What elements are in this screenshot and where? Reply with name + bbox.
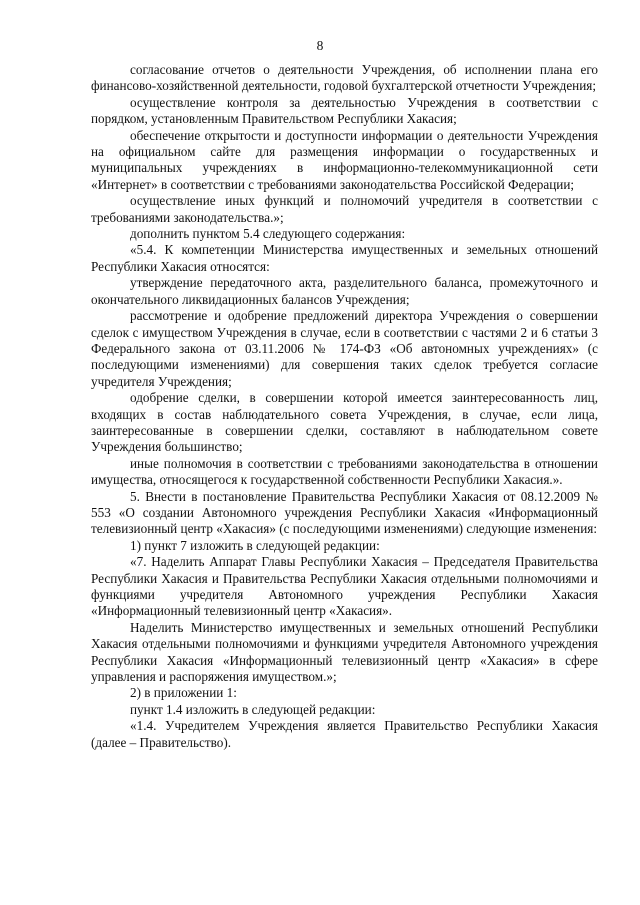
- paragraph-5: дополнить пунктом 5.4 следующего содержания:: [130, 226, 406, 242]
- paragraph-3: обеспечение открытости и доступности информации о деятельности Учреждения на официальном сайте для размещения информации о государственных и муниципальных учреждениях в информационно-телекоммуникационной сети «Интернет» в соответствии с требованиями законодательства Российской Федерации;: [91, 127, 598, 192]
- paragraph-15: 2) в приложении 1:: [130, 685, 237, 701]
- paragraph-7: утверждение передаточного акта, разделительного баланса, промежуточного и окончательного ликвидационных балансов Учреждения;: [91, 275, 598, 307]
- document-body: [91, 62, 598, 751]
- paragraph-1: согласование отчетов о деятельности Учреждения, об исполнении плана его финансово-хозяйственной деятельности, годовой бухгалтерской отчетности Учреждения;: [91, 62, 598, 94]
- paragraph-14: Наделить Министерство имущественных и земельных отношений Республики Хакасия отдельными полномочиями и функциями учредителя Автономного учреждения Республики Хакасия «Информационный телевизионный центр «Хакасия» в сфере управления и распоряжения имуществом.»;: [91, 619, 598, 685]
- paragraph-9: одобрение сделки, в совершении которой имеется заинтересованность лиц, входящих в состав наблюдательного совета Учреждения, в случае, если лица, заинтересованные в совершении сделки, составляют в наблюдательном совете Учреждения большинство;: [91, 390, 598, 455]
- paragraph-2: осуществление контроля за деятельностью Учреждения в соответствии с порядком, установленным Правительством Республики Хакасия;: [91, 94, 598, 127]
- paragraph-10: иные полномочия в соответствии с требованиями законодательства в отношении имущества, относящегося к государственной собственности Республики Хакасия.».: [91, 455, 598, 488]
- paragraph-11: 5. Внести в постановление Правительства Республики Хакасия от 08.12.2009 № 553 «О создании Автономного учреждения Республики Хакасия «Информационный телевизионный центр «Хакасия» (с последующими изменениями) следующие изменения:: [91, 488, 598, 537]
- paragraph-4: осуществление иных функций и полномочий учредителя в соответствии с требованиями законодательства.»;: [91, 193, 598, 225]
- page-number: 8: [316, 38, 324, 53]
- paragraph-6: «5.4. К компетенции Министерства имущественных и земельных отношений Республики Хакасия относятся:: [91, 242, 598, 274]
- paragraph-13: «7. Наделить Аппарат Главы Республики Хакасия – Председателя Правительства Республики Хакасия и Правительства Республики Хакасия отдельными полномочиями и функциями учредителя Автономного учреждения Республики Хакасия «Информационный телевизионный центр «Хакасия».: [91, 554, 598, 619]
- paragraph-12: 1) пункт 7 изложить в следующей редакции:: [130, 537, 380, 553]
- paragraph-17: «1.4. Учредителем Учреждения является Правительство Республики Хакасия (далее – Правительство).: [91, 718, 598, 750]
- paragraph-8: рассмотрение и одобрение предложений директора Учреждения о совершении сделок с имуществом Учреждения в случае, если в соответствии с частями 2 и 6 статьи 3 Федерального закона от 03.11.2006 № 174-ФЗ «Об автономных учреждениях» (с последующими изменениями) для совершения таких сделок требуется согласие учредителя Учреждения;: [91, 308, 598, 389]
- paragraph-16: пункт 1.4 изложить в следующей редакции:: [130, 701, 376, 717]
